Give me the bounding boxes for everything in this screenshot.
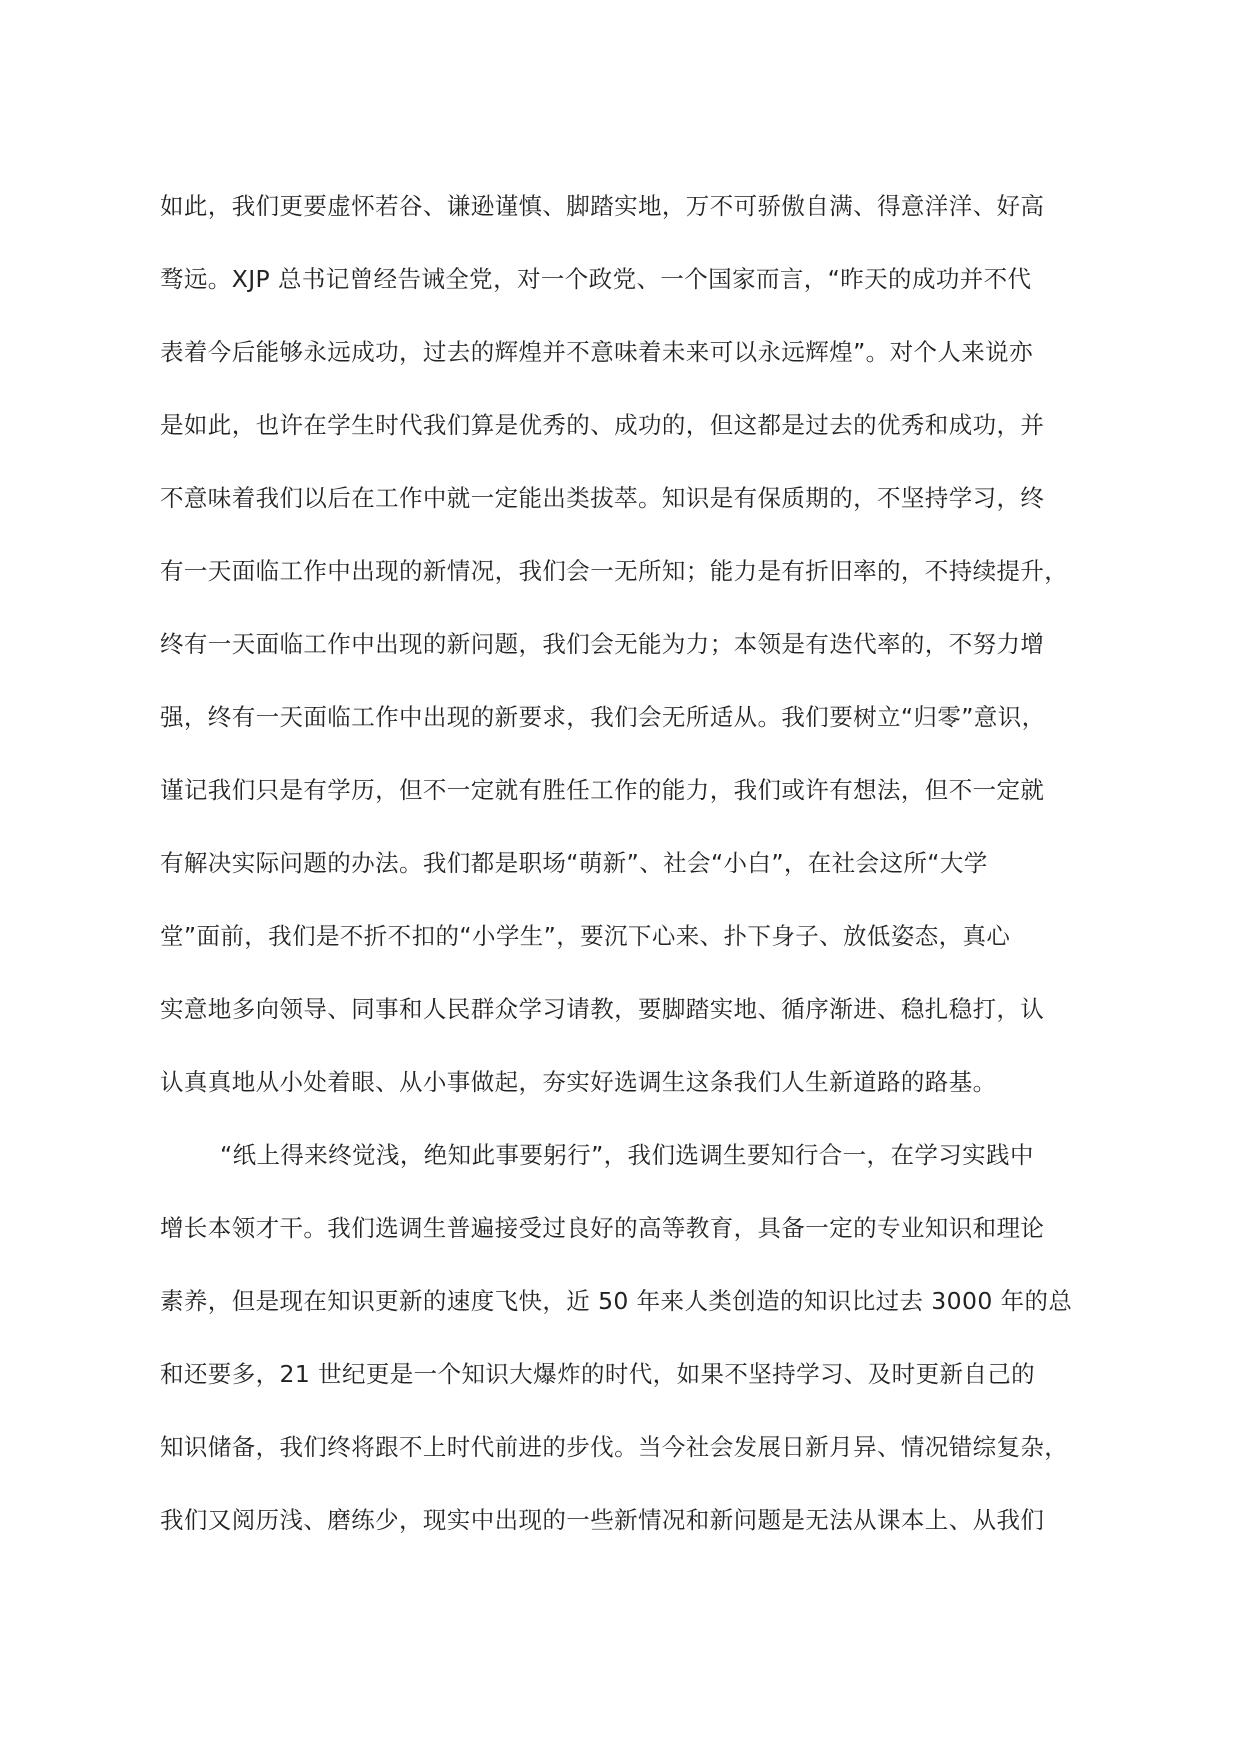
text-line: 终有一天面临工作中出现的新问题，我们会无能为力；本领是有迭代率的，不努力增 xyxy=(160,630,1045,658)
text-line: 堂”面前，我们是不折不扣的“小学生”，要沉下心来、扑下身子、放低姿态，真心 xyxy=(160,922,1011,950)
text-line: 是如此，也许在学生时代我们算是优秀的、成功的，但这都是过去的优秀和成功，并 xyxy=(160,411,1045,439)
paragraph-start-line: “纸上得来终觉浅，绝知此事要躬行”，我们选调生要知行合一，在学习实践中 xyxy=(220,1141,1034,1169)
text-line: 我们又阅历浅、磨练少，现实中出现的一些新情况和新问题是无法从课本上、从我们 xyxy=(160,1506,1045,1534)
text-line: 表着今后能够永远成功，过去的辉煌并不意味着未来可以永远辉煌”。对个人来说亦 xyxy=(160,338,1033,366)
text-line: 增长本领才干。我们选调生普遍接受过良好的高等教育，具备一定的专业知识和理论 xyxy=(160,1214,1045,1242)
text-line: 骛远。XJP 总书记曾经告诫全党，对一个政党、一个国家而言，“昨天的成功并不代 xyxy=(160,265,1032,293)
text-line: 实意地多向领导、同事和人民群众学习请教，要脚踏实地、循序渐进、稳扎稳打，认 xyxy=(160,995,1045,1023)
text-line: 有一天面临工作中出现的新情况，我们会一无所知；能力是有折旧率的，不持续提升， xyxy=(160,557,1069,585)
text-line: 和还要多，21 世纪更是一个知识大爆炸的时代，如果不坚持学习、及时更新自己的 xyxy=(160,1360,1036,1388)
text-line: 知识储备，我们终将跟不上时代前进的步伐。当今社会发展日新月异、情况错综复杂， xyxy=(160,1433,1069,1461)
text-line: 谨记我们只是有学历，但不一定就有胜任工作的能力，我们或许有想法，但不一定就 xyxy=(160,776,1045,804)
text-line: 有解决实际问题的办法。我们都是职场“萌新”、社会“小白”，在社会这所“大学 xyxy=(160,849,988,877)
text-line: 如此，我们更要虚怀若谷、谦逊谨慎、脚踏实地，万不可骄傲自满、得意洋洋、好高 xyxy=(160,192,1045,220)
text-line: 素养，但是现在知识更新的速度飞快，近 50 年来人类创造的知识比过去 3000 年的总 xyxy=(160,1287,1073,1315)
text-line: 强，终有一天面临工作中出现的新要求，我们会无所适从。我们要树立“归零”意识， xyxy=(160,703,1046,731)
body-text xyxy=(160,170,1100,1557)
text-line: 不意味着我们以后在工作中就一定能出类拔萃。知识是有保质期的，不坚持学习，终 xyxy=(160,484,1045,512)
text-line: 认真真地从小处着眼、从小事做起，夯实好选调生这条我们人生新道路的路基。 xyxy=(160,1068,997,1096)
